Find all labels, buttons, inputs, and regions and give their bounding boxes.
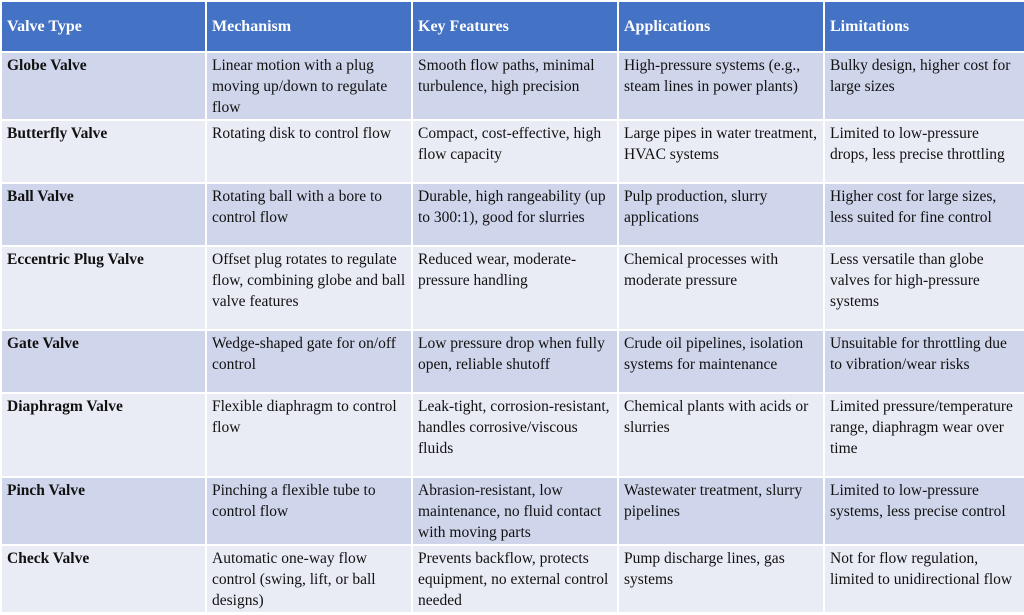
cell-valve-type: Gate Valve	[1, 330, 206, 393]
cell-mechanism: Pinching a flexible tube to control flow	[206, 477, 412, 545]
cell-limitations: Limited pressure/temperature range, diaphragm wear over time	[824, 393, 1024, 477]
table-row	[1, 330, 1024, 393]
cell-applications: Pump discharge lines, gas systems	[618, 545, 824, 613]
table-row	[1, 545, 1024, 613]
cell-mechanism: Flexible diaphragm to control flow	[206, 393, 412, 477]
cell-valve-type: Diaphragm Valve	[1, 393, 206, 477]
table-row	[1, 246, 1024, 330]
table-row	[1, 477, 1024, 545]
cell-mechanism: Rotating ball with a bore to control flow	[206, 183, 412, 246]
cell-limitations: Unsuitable for throttling due to vibration/wear risks	[824, 330, 1024, 393]
table-row	[1, 393, 1024, 477]
cell-limitations: Not for flow regulation, limited to unidirectional flow	[824, 545, 1024, 613]
header-applications: Applications	[618, 1, 824, 52]
cell-mechanism: Wedge-shaped gate for on/off control	[206, 330, 412, 393]
cell-key-features: Durable, high rangeability (up to 300:1), good for slurries	[412, 183, 618, 246]
cell-key-features: Leak-tight, corrosion-resistant, handles corrosive/viscous fluids	[412, 393, 618, 477]
cell-valve-type: Ball Valve	[1, 183, 206, 246]
cell-valve-type: Check Valve	[1, 545, 206, 613]
cell-limitations: Higher cost for large sizes, less suited for fine control	[824, 183, 1024, 246]
cell-valve-type: Pinch Valve	[1, 477, 206, 545]
header-row	[1, 1, 1024, 52]
cell-mechanism: Automatic one-way flow control (swing, lift, or ball designs)	[206, 545, 412, 613]
cell-key-features: Reduced wear, moderate-pressure handling	[412, 246, 618, 330]
cell-key-features: Smooth flow paths, minimal turbulence, high precision	[412, 52, 618, 120]
cell-key-features: Compact, cost-effective, high flow capacity	[412, 120, 618, 183]
cell-valve-type: Butterfly Valve	[1, 120, 206, 183]
cell-key-features: Low pressure drop when fully open, reliable shutoff	[412, 330, 618, 393]
cell-applications: Large pipes in water treatment, HVAC systems	[618, 120, 824, 183]
cell-mechanism: Offset plug rotates to regulate flow, combining globe and ball valve features	[206, 246, 412, 330]
cell-key-features: Prevents backflow, protects equipment, no external control needed	[412, 545, 618, 613]
header-mechanism: Mechanism	[206, 1, 412, 52]
cell-mechanism: Rotating disk to control flow	[206, 120, 412, 183]
cell-limitations: Less versatile than globe valves for high-pressure systems	[824, 246, 1024, 330]
cell-limitations: Limited to low-pressure systems, less precise control	[824, 477, 1024, 545]
cell-limitations: Bulky design, higher cost for large sizes	[824, 52, 1024, 120]
cell-key-features: Abrasion-resistant, low maintenance, no fluid contact with moving parts	[412, 477, 618, 545]
cell-limitations: Limited to low-pressure drops, less precise throttling	[824, 120, 1024, 183]
table-row	[1, 120, 1024, 183]
header-key-features: Key Features	[412, 1, 618, 52]
cell-mechanism: Linear motion with a plug moving up/down to regulate flow	[206, 52, 412, 120]
cell-applications: Crude oil pipelines, isolation systems for maintenance	[618, 330, 824, 393]
table-row	[1, 52, 1024, 120]
cell-applications: High-pressure systems (e.g., steam lines in power plants)	[618, 52, 824, 120]
header-limitations: Limitations	[824, 1, 1024, 52]
cell-applications: Chemical plants with acids or slurries	[618, 393, 824, 477]
table-row	[1, 183, 1024, 246]
cell-valve-type: Eccentric Plug Valve	[1, 246, 206, 330]
cell-valve-type: Globe Valve	[1, 52, 206, 120]
cell-applications: Wastewater treatment, slurry pipelines	[618, 477, 824, 545]
cell-applications: Pulp production, slurry applications	[618, 183, 824, 246]
header-valve-type: Valve Type	[1, 1, 206, 52]
cell-applications: Chemical processes with moderate pressure	[618, 246, 824, 330]
